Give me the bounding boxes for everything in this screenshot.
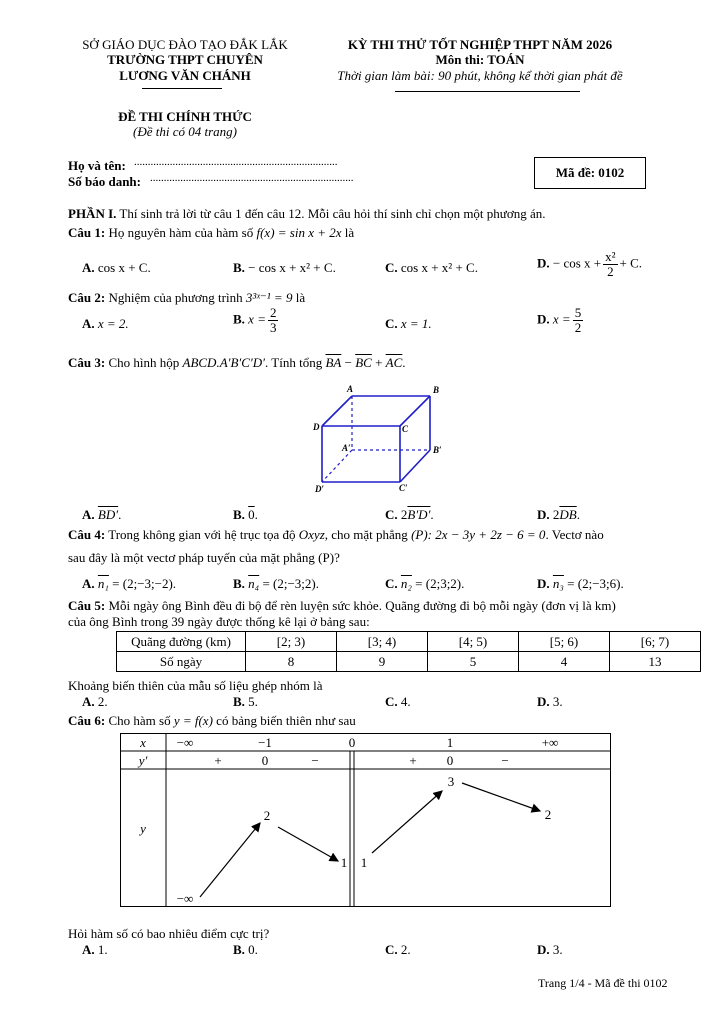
q2-option-d[interactable]: D. x = $\frac{5}{2}$ (537, 305, 582, 335)
table-header-cell: [4; 5) (428, 632, 519, 652)
y-value: 3 (447, 774, 455, 789)
arrow-up (372, 791, 442, 853)
q5-label: Câu 5: (68, 598, 106, 613)
y-value: −∞ (176, 891, 194, 906)
vertex-b: B (433, 385, 440, 395)
q5-line2: của ông Bình trong 39 ngày được thống kê lại ở bảng sau: (68, 614, 370, 629)
vertex-d1: D′ (315, 484, 325, 494)
q2-option-c[interactable]: C. x = 1. (385, 316, 432, 331)
arrow-up (200, 823, 260, 897)
exam-code-box: Mã đề: 0102 (534, 157, 646, 189)
x-value: −1 (258, 735, 272, 750)
y-value: 1 (340, 855, 348, 870)
q5-option-d[interactable]: D. 3. (537, 694, 563, 709)
q4-option-b[interactable]: B. n₄ = (2;−3;2). (233, 576, 319, 591)
x-value: 0 (348, 735, 356, 750)
yprime-sign: + (214, 753, 222, 768)
q3-option-a[interactable]: A. BD′. (82, 507, 122, 522)
table-cell: Số ngày (117, 652, 246, 672)
vertex-b1: B′ (433, 445, 442, 455)
distance-table (116, 631, 701, 672)
part-label: PHẦN I. (68, 206, 117, 221)
school-line-1: TRƯỜNG THPT CHUYÊN (107, 52, 263, 67)
table-header-cell: [3; 4) (337, 632, 428, 652)
q3-option-c[interactable]: C. 2B′D′. (385, 507, 434, 522)
q2-tail: là (292, 290, 306, 305)
yprime-sign: − (501, 753, 509, 768)
y-value: 1 (360, 855, 368, 870)
x-value: 1 (446, 735, 454, 750)
q5-option-a[interactable]: A. 2. (82, 694, 108, 709)
arrow-down (462, 783, 540, 811)
table-cell: 13 (610, 652, 701, 672)
q1-option-c[interactable]: C. cos x + x² + C. (385, 260, 478, 275)
q2-option-a[interactable]: A. x = 2. (82, 316, 129, 331)
q2-label: Câu 2: (68, 290, 106, 305)
table-header-cell: [6; 7) (610, 632, 701, 652)
pages-note: (Đề thi có 04 trang) (133, 124, 237, 139)
page-footer: Trang 1/4 - Mã đề thi 0102 (538, 976, 668, 990)
q6-option-a[interactable]: A. 1. (82, 942, 108, 957)
vertex-c1: C′ (399, 483, 408, 493)
q3-vector-ac: $\overline{AC}$ (385, 355, 403, 370)
vertex-d: D (313, 422, 320, 432)
yprime-sign: − (311, 753, 319, 768)
q3-option-d[interactable]: D. $2\overline{DB}$. (537, 507, 580, 522)
q2-option-b[interactable]: B. x = $\frac{2}{3}$ (233, 305, 277, 335)
q3-vector-bc: $\overline{BC}$ (355, 355, 372, 370)
q3-text2: . Tính tổng (265, 355, 326, 370)
question-4: Câu 4: Trong không gian với hệ trục tọa độ Oxyz, cho mặt phẳng (P): 2x − 3y + 2z − 6 = 0. Vectơ nào (68, 527, 604, 542)
vertex-a1: A′ (342, 443, 351, 453)
q3-math: ABCD.A′B′C′D′ (182, 355, 266, 370)
q1-text: Họ nguyên hàm của hàm số (105, 225, 257, 240)
vertex-a: A (347, 384, 354, 394)
id-label: Số báo danh: (68, 174, 141, 189)
x-row-label: x (140, 735, 146, 750)
x-value: +∞ (541, 735, 559, 750)
table-header-cell: [2; 3) (246, 632, 337, 652)
q3-text: Cho hình hộp (105, 355, 183, 370)
yprime-zero: 0 (446, 753, 454, 768)
arrow-down (278, 827, 338, 861)
table-header-cell: [5; 6) (519, 632, 610, 652)
q4-option-c[interactable]: C. n₂ = (2;3;2). (385, 576, 465, 591)
y-row-label: y (140, 821, 146, 836)
question-2 (68, 290, 305, 306)
q1-option-d[interactable]: D. − cos x + $\frac{\text{x²}}{2}$ + C. (537, 249, 643, 279)
part-instruction: Thí sinh trả lời từ câu 1 đến câu 12. Mỗi câu hỏi thí sinh chỉ chọn một phương án. (116, 206, 546, 221)
official-label: ĐỀ THI CHÍNH THỨC (118, 109, 252, 124)
department-name: SỞ GIÁO DỤC ĐÀO TẠO ĐẮK LẮK (82, 37, 288, 52)
q6-option-b[interactable]: B. 0. (233, 942, 258, 957)
q1-option-b[interactable]: B. − cos x + x² + C. (233, 260, 336, 275)
q6-option-c[interactable]: C. 2. (385, 942, 411, 957)
q2-text: Nghiệm của phương trình (105, 290, 246, 305)
yprime-row-label: y′ (138, 753, 148, 768)
q3-label: Câu 3: (68, 355, 106, 370)
y-value: 2 (544, 807, 552, 822)
q1-label: Câu 1: (68, 225, 106, 240)
table-header-cell: Quãng đường (km) (117, 632, 246, 652)
question-3: Câu 3: Cho hình hộp ABCD.A′B′C′D′. Tính tổng $\overline{BA} - \overline{BC} + \overline{AC}$. (68, 355, 406, 370)
school-line-2: LƯƠNG VĂN CHÁNH (119, 68, 251, 83)
question-5: Câu 5: Mỗi ngày ông Bình đều đi bộ để rèn luyện sức khỏe. Quãng đường đi bộ mỗi ngày (đơn vị là km) (68, 598, 616, 613)
q3-vector-ba: $\overline{BA}$ (325, 355, 342, 370)
header-rule-right (395, 91, 580, 92)
q4-option-d[interactable]: D. n₃ = (2;−3;6). (537, 576, 624, 591)
y-value: 2 (263, 808, 271, 823)
subject: Môn thi: TOÁN (435, 52, 525, 67)
table-cell: 9 (337, 652, 428, 672)
q4-line2: sau đây là một vectơ pháp tuyến của mặt phẳng (P)? (68, 550, 340, 565)
header-rule-left (142, 88, 222, 89)
q5-question: Khoảng biến thiên của mẫu số liệu ghép nhóm là (68, 678, 323, 693)
q1-option-a[interactable]: A. cos x + C. (82, 260, 151, 275)
yprime-zero: 0 (261, 753, 269, 768)
exam-title: KỲ THI THỬ TỐT NGHIỆP THPT NĂM 2026 (347, 37, 613, 52)
table-row (117, 632, 701, 652)
id-dots: .......................................................................... (150, 172, 354, 184)
q5-option-c[interactable]: C. 4. (385, 694, 411, 709)
q4-option-a[interactable]: A. n₁ = (2;−3;−2). (82, 576, 177, 591)
name-label: Họ và tên: (68, 158, 126, 173)
q1-tail: là (341, 225, 355, 240)
q4-label: Câu 4: (68, 527, 106, 542)
question-6: Câu 6: Cho hàm số y = f(x) có bảng biến thiên như sau (68, 713, 356, 728)
name-dots: .......................................................................... (134, 156, 338, 168)
time-note: Thời gian làm bài: 90 phút, không kể thời gian phát đề (337, 68, 623, 83)
q1-math: f(x) = sin x + 2x (256, 225, 342, 240)
yprime-sign: + (409, 753, 417, 768)
q3-option-b[interactable]: B. 0. (233, 507, 258, 522)
q6-label: Câu 6: (68, 713, 106, 728)
vertex-c: C (402, 424, 409, 434)
q2-math: 3³ˣ⁻¹ = 9 (245, 290, 293, 305)
table-cell: 4 (519, 652, 610, 672)
q6-option-d[interactable]: D. 3. (537, 942, 563, 957)
q6-question: Hỏi hàm số có bao nhiêu điểm cực trị? (68, 926, 270, 941)
x-value: −∞ (176, 735, 194, 750)
table-cell: 5 (428, 652, 519, 672)
table-row (117, 652, 701, 672)
table-cell: 8 (246, 652, 337, 672)
q5-option-b[interactable]: B. 5. (233, 694, 258, 709)
parallelepiped-figure (300, 380, 450, 500)
variation-table (120, 733, 612, 908)
question-1 (68, 225, 354, 241)
